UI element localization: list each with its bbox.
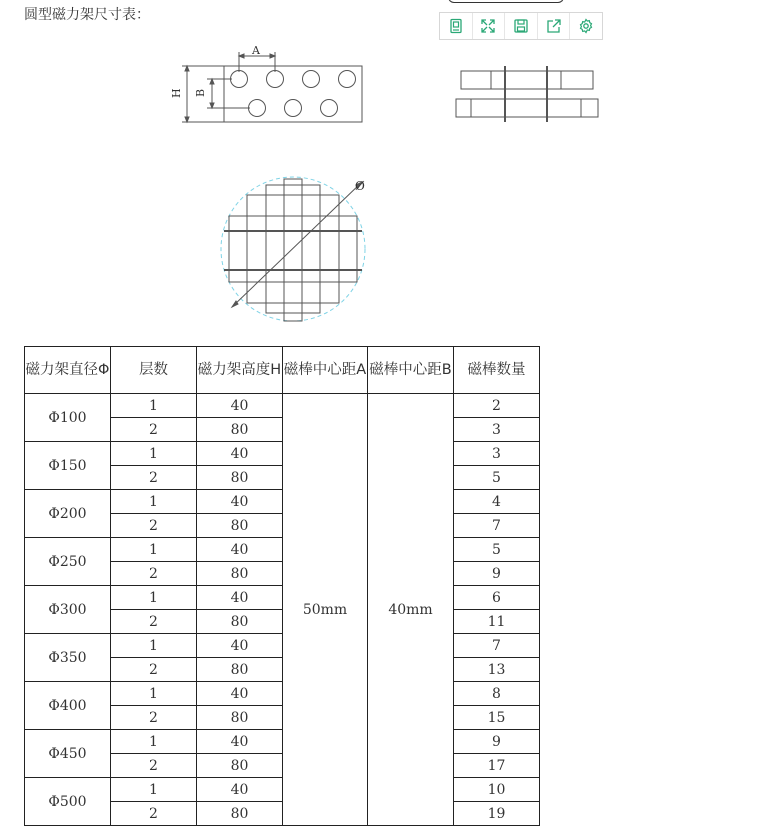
layers-cell: 2 bbox=[111, 658, 197, 682]
height-cell: 80 bbox=[197, 514, 283, 538]
height-cell: 40 bbox=[197, 634, 283, 658]
header-height: 磁力架高度H bbox=[197, 347, 283, 394]
height-cell: 80 bbox=[197, 706, 283, 730]
label-phi: Ø bbox=[355, 179, 365, 193]
header-diameter: 磁力架直径Φ bbox=[25, 347, 111, 394]
technical-drawing bbox=[0, 0, 779, 340]
count-cell: 6 bbox=[454, 586, 540, 610]
diameter-cell: Φ100 bbox=[25, 394, 111, 442]
count-cell: 15 bbox=[454, 706, 540, 730]
layers-cell: 1 bbox=[111, 538, 197, 562]
layers-cell: 2 bbox=[111, 562, 197, 586]
count-cell: 17 bbox=[454, 754, 540, 778]
count-cell: 5 bbox=[454, 538, 540, 562]
diameter-cell: Φ200 bbox=[25, 490, 111, 538]
front-view bbox=[182, 52, 362, 122]
height-cell: 40 bbox=[197, 586, 283, 610]
count-cell: 8 bbox=[454, 682, 540, 706]
height-cell: 80 bbox=[197, 802, 283, 826]
spec-table bbox=[24, 346, 540, 826]
table-row bbox=[25, 778, 540, 802]
layers-cell: 2 bbox=[111, 418, 197, 442]
count-cell: 4 bbox=[454, 490, 540, 514]
header-count: 磁棒数量 bbox=[454, 347, 540, 394]
height-cell: 80 bbox=[197, 658, 283, 682]
table-row bbox=[25, 394, 540, 418]
diameter-cell: Φ350 bbox=[25, 634, 111, 682]
height-cell: 80 bbox=[197, 610, 283, 634]
center-b-cell: 40mm bbox=[368, 394, 454, 826]
diameter-cell: Φ250 bbox=[25, 538, 111, 586]
count-cell: 19 bbox=[454, 802, 540, 826]
layers-cell: 2 bbox=[111, 706, 197, 730]
diameter-cell: Φ500 bbox=[25, 778, 111, 826]
table-row bbox=[25, 730, 540, 754]
side-view bbox=[456, 66, 598, 122]
layers-cell: 2 bbox=[111, 754, 197, 778]
diameter-cell: Φ400 bbox=[25, 682, 111, 730]
diameter-cell: Φ450 bbox=[25, 730, 111, 778]
layers-cell: 1 bbox=[111, 634, 197, 658]
count-cell: 3 bbox=[454, 442, 540, 466]
table-row bbox=[25, 538, 540, 562]
label-h: H bbox=[170, 88, 183, 98]
count-cell: 9 bbox=[454, 562, 540, 586]
count-cell: 3 bbox=[454, 418, 540, 442]
layers-cell: 1 bbox=[111, 778, 197, 802]
height-cell: 80 bbox=[197, 466, 283, 490]
height-cell: 80 bbox=[197, 562, 283, 586]
height-cell: 40 bbox=[197, 682, 283, 706]
height-cell: 80 bbox=[197, 754, 283, 778]
count-cell: 11 bbox=[454, 610, 540, 634]
height-cell: 40 bbox=[197, 394, 283, 418]
header-center-a: 磁棒中心距A bbox=[283, 347, 368, 394]
table-header-row bbox=[25, 347, 540, 394]
count-cell: 2 bbox=[454, 394, 540, 418]
height-cell: 40 bbox=[197, 538, 283, 562]
center-a-cell: 50mm bbox=[283, 394, 368, 826]
height-cell: 40 bbox=[197, 442, 283, 466]
page-heading: 圆型磁力架尺寸表： bbox=[24, 7, 150, 23]
count-cell: 7 bbox=[454, 514, 540, 538]
label-b: B bbox=[194, 88, 207, 97]
layers-cell: 1 bbox=[111, 586, 197, 610]
layers-cell: 2 bbox=[111, 466, 197, 490]
count-cell: 9 bbox=[454, 730, 540, 754]
table-row bbox=[25, 586, 540, 610]
layers-cell: 1 bbox=[111, 682, 197, 706]
count-cell: 5 bbox=[454, 466, 540, 490]
diameter-cell: Φ300 bbox=[25, 586, 111, 634]
count-cell: 7 bbox=[454, 634, 540, 658]
layers-cell: 1 bbox=[111, 394, 197, 418]
layers-cell: 1 bbox=[111, 490, 197, 514]
layers-cell: 2 bbox=[111, 802, 197, 826]
table-row bbox=[25, 442, 540, 466]
height-cell: 40 bbox=[197, 730, 283, 754]
top-view bbox=[221, 177, 365, 321]
table-row bbox=[25, 634, 540, 658]
header-center-b: 磁棒中心距B bbox=[368, 347, 454, 394]
count-cell: 13 bbox=[454, 658, 540, 682]
label-a: A bbox=[252, 44, 260, 57]
table-row bbox=[25, 490, 540, 514]
height-cell: 40 bbox=[197, 490, 283, 514]
count-cell: 10 bbox=[454, 778, 540, 802]
height-cell: 40 bbox=[197, 778, 283, 802]
diameter-cell: Φ150 bbox=[25, 442, 111, 490]
table-row bbox=[25, 682, 540, 706]
header-layers: 层数 bbox=[111, 347, 197, 394]
layers-cell: 1 bbox=[111, 442, 197, 466]
layers-cell: 1 bbox=[111, 730, 197, 754]
layers-cell: 2 bbox=[111, 514, 197, 538]
layers-cell: 2 bbox=[111, 610, 197, 634]
height-cell: 80 bbox=[197, 418, 283, 442]
